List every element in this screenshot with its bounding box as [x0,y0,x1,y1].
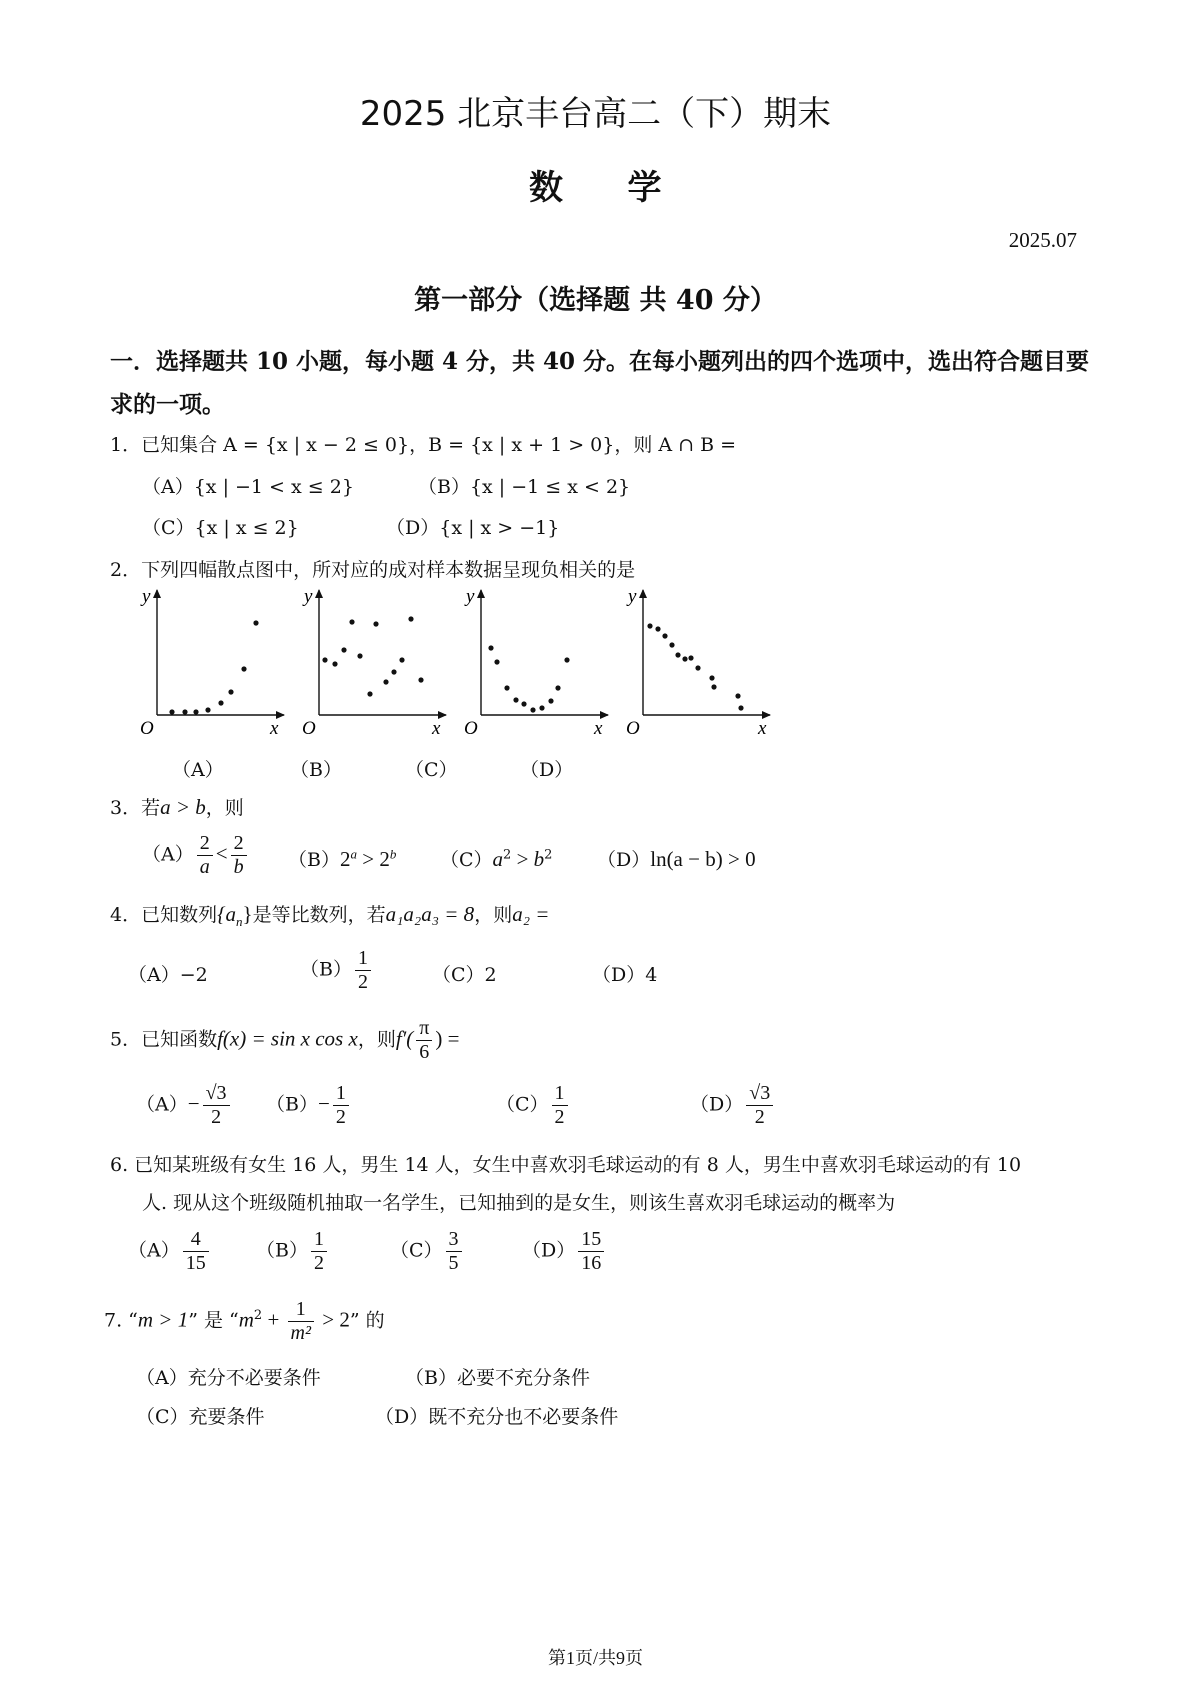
question-3-option-d: （D）ln(a − b) > 0 [597,847,756,871]
scatter-plot-a [140,586,284,739]
question-4-option-d: （D）4 [592,964,658,986]
question-1-option-b: （B）{x | −1 ≤ x < 2} [418,476,631,498]
plot-label-b: （B） [290,759,342,781]
section-instructions-line-1: 一．选择题共 10 小题，每小题 4 分，共 40 分。在每小题列出的四个选项中，选出符合题目要 [110,348,1090,375]
question-7-option-c: （C）充要条件 [136,1406,265,1428]
question-7-option-b: （B）必要不充分条件 [405,1367,590,1389]
subject-char-2: 学 [627,168,662,208]
question-7-stem: 7. “m > 1” 是 “$m^2$ + $\frac{1}{\text{m²}}$ > 2” 的 [104,1298,385,1344]
scatter-plot-c [464,586,608,739]
plot-label-d: （D） [520,759,574,781]
question-1-option-a: （A）{x | −1 < x ≤ 2} [142,476,354,498]
axis-x-label: x [758,718,767,739]
question-6-stem-line-2: 人. 现从这个班级随机抽取一名学生，已知抽到的是女生，则该生喜欢羽毛球运动的概率为 [142,1192,896,1214]
section-instructions-line-2: 求的一项。 [110,391,225,418]
origin-label: O [626,718,640,739]
question-4-option-a: （A）−2 [128,964,208,986]
question-7-option-a: （A）充分不必要条件 [136,1367,321,1389]
axis-y-label: y [304,586,313,607]
question-6-option-b: （B） $\frac{1}{2}$ [256,1228,330,1275]
question-4-option-b: （B） $\frac{1}{2}$ [300,947,374,994]
part-title: 第一部分（选择题 共 40 分） [414,285,777,316]
question-4-option-c: （C）2 [432,964,497,986]
question-7-option-d: （D）既不充分也不必要条件 [375,1406,619,1428]
plot-label-c: （C） [405,759,458,781]
question-1-option-c: （C）{x | x ≤ 2} [142,517,299,539]
question-5-option-d: （D） $\frac{√3}{2}$ [690,1082,776,1129]
axis-x-label: x [594,718,603,739]
exam-date: 2025.07 [1008,228,1077,252]
question-5-option-c: （C） $\frac{1}{2}$ [496,1082,571,1129]
question-1-stem: 1．已知集合 A = {x | x − 2 ≤ 0}，B = {x | x + 1 > 0}，则 A ∩ B = [110,434,737,456]
axis-y-label: y [628,586,637,607]
scatter-plot-b [302,586,446,739]
question-4-stem: 4．已知数列$\{a_n\}$是等比数列，若a₁a₂a₃ = 8，则a₂ = [110,902,550,929]
subject-char-1: 数 [529,168,564,208]
subject-title [0,160,1191,209]
origin-label: O [302,718,316,739]
question-3-option-c: $(C)a^2 > b^2$ [440,847,553,871]
origin-label: O [464,718,478,739]
question-6-option-c: （C） $\frac{3}{5}$ [390,1228,465,1275]
scatter-plot-d [626,586,770,739]
exam-title: 2025 北京丰台高二（下）期末 [359,94,832,134]
page-number: 第1页/共9页 [547,1648,643,1668]
question-5-option-a: （A）− $\frac{√3}{2}$ [136,1082,233,1129]
question-6-option-d: （D） $\frac{15}{16}$ [522,1228,607,1275]
question-5-stem: 5．已知函数f(x) = sin x cos x，则f′( $\frac{\pi}{6}$ ) = [110,1017,460,1063]
plot-label-a: （A） [172,759,224,781]
question-2-stem: 2．下列四幅散点图中，所对应的成对样本数据呈现负相关的是 [110,559,636,581]
scatter-plots [130,582,790,742]
axis-y-label: y [142,586,151,607]
question-5-option-b: （B）− $\frac{1}{2}$ [266,1082,352,1129]
question-3-option-a: （A） $\frac{2}{a}$ < $\frac{2}{b}$ [142,832,250,879]
axis-x-label: x [270,718,279,739]
axis-x-label: x [432,718,441,739]
question-6-stem-line-1: 6. 已知某班级有女生 16 人，男生 14 人，女生中喜欢羽毛球运动的有 8 人，男生中喜欢羽毛球运动的有 10 [110,1154,1022,1176]
question-3-option-b: $(B)2^a > 2^b$ [288,846,397,871]
axis-y-label: y [466,586,475,607]
question-6-option-a: （A） $\frac{4}{15}$ [128,1228,212,1275]
question-3-stem: 3．若a > b，则 [110,795,244,819]
question-1-option-d: （D）{x | x > −1} [386,517,560,539]
origin-label: O [140,718,154,739]
